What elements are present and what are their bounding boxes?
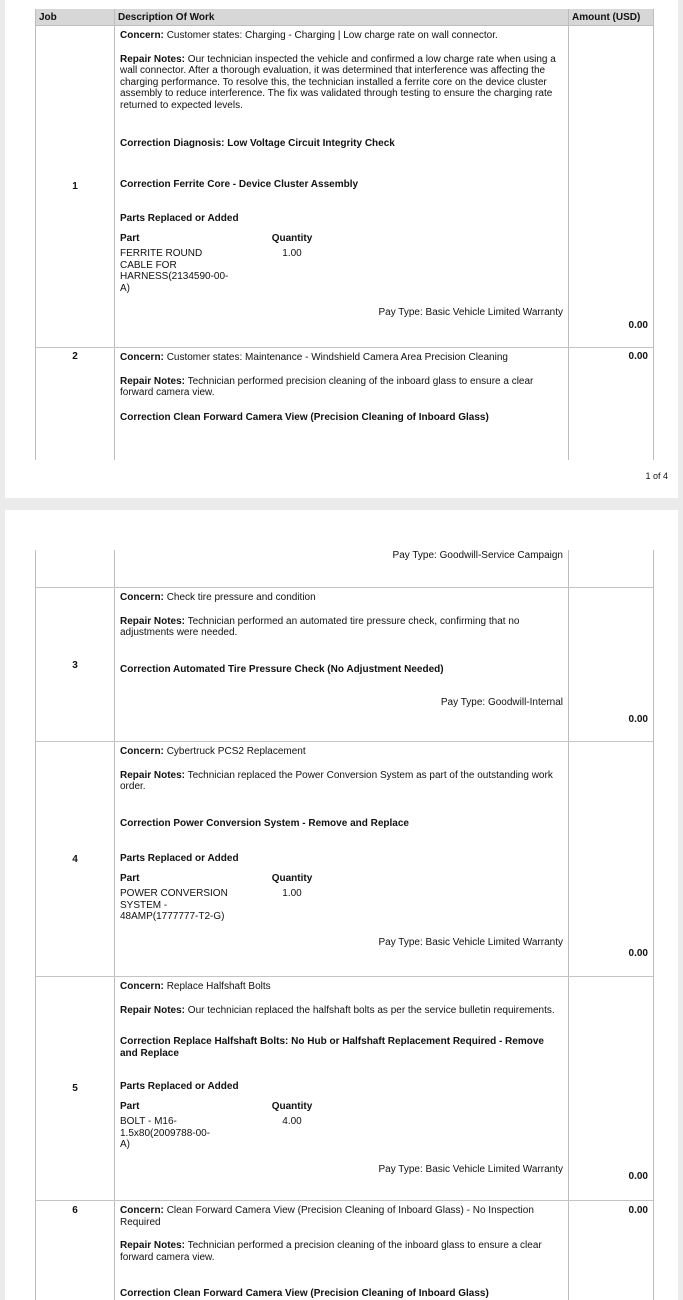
header-description: Description Of Work bbox=[115, 9, 569, 25]
work-table-continued bbox=[35, 550, 654, 1300]
job-number: 3 bbox=[72, 660, 78, 671]
correction-heading: Correction Clean Forward Camera View (Precision Cleaning of Inboard Glass) bbox=[120, 411, 489, 423]
amount: 0.00 bbox=[628, 351, 648, 362]
concern-text: Concern: Clean Forward Camera View (Precision Cleaning of Inboard Glass) - No Inspection Required bbox=[120, 1205, 534, 1228]
part-quantity: 1.00 bbox=[282, 888, 302, 899]
job-number: 1 bbox=[72, 181, 78, 192]
header-job: Job bbox=[36, 9, 115, 25]
concern-text: Concern: Customer states: Charging - Charging | Low charge rate on wall connector. bbox=[120, 30, 498, 41]
parts-table bbox=[120, 233, 563, 295]
repair-notes: Repair Notes: Technician performed precision cleaning of the inboard glass to ensure a clear forward camera view. bbox=[120, 375, 534, 398]
amount: 0.00 bbox=[628, 948, 648, 959]
job-number: 2 bbox=[72, 351, 78, 362]
part-name: FERRITE ROUND CABLE FOR HARNESS(2134590-00-A) bbox=[120, 248, 229, 294]
amount: 0.00 bbox=[628, 714, 648, 725]
pay-type: Pay Type: Goodwill-Internal bbox=[440, 697, 563, 708]
job-row-4 bbox=[36, 742, 653, 977]
header-amount: Amount (USD) bbox=[572, 12, 641, 23]
parts-heading: Parts Replaced or Added bbox=[120, 213, 239, 224]
part-quantity: 4.00 bbox=[282, 1116, 302, 1127]
job-row-3 bbox=[36, 588, 653, 742]
document-page-2 bbox=[5, 510, 678, 1300]
repair-notes: Repair Notes: Our technician inspected the vehicle and confirmed a low charge rate when using a wall connector. After a thorough evaluation, it was determined that interference was affecting the charging performance. To resolve this, the technician installed a ferrite core on the device cluster assembly to reduce interference. The fix was validated through testing to ensure the charging rate returned to expected levels. bbox=[120, 53, 556, 111]
quantity-header: Quantity bbox=[271, 872, 313, 884]
document-page-1 bbox=[5, 0, 678, 498]
correction-heading: Correction Power Conversion System - Remove and Replace bbox=[120, 817, 409, 829]
amount: 0.00 bbox=[628, 1205, 648, 1216]
part-name: BOLT - M16-1.5x80(2009788-00-A) bbox=[120, 1116, 211, 1150]
parts-heading: Parts Replaced or Added bbox=[120, 853, 239, 864]
part-header: Part bbox=[120, 872, 140, 884]
repair-notes: Repair Notes: Technician performed a precision cleaning of the inboard glass to ensure a clear forward camera view. bbox=[120, 1240, 542, 1263]
repair-notes: Repair Notes: Technician performed an automated tire pressure check, confirming that no adjustments were needed. bbox=[120, 615, 520, 638]
work-table bbox=[35, 9, 654, 460]
job-number: 4 bbox=[72, 854, 78, 865]
concern-text: Concern: Check tire pressure and condition bbox=[120, 592, 316, 603]
part-header: Part bbox=[120, 1100, 140, 1112]
part-quantity: 1.00 bbox=[282, 248, 302, 259]
page-number: 1 of 4 bbox=[645, 471, 668, 481]
parts-table bbox=[120, 873, 563, 923]
job-row-2 bbox=[36, 348, 653, 460]
amount: 0.00 bbox=[628, 1171, 648, 1182]
concern-text: Concern: Replace Halfshaft Bolts bbox=[120, 981, 271, 992]
pay-type: Pay Type: Basic Vehicle Limited Warranty bbox=[378, 936, 563, 948]
quantity-header: Quantity bbox=[271, 232, 313, 244]
amount: 0.00 bbox=[628, 320, 648, 331]
part-header: Part bbox=[120, 232, 140, 244]
correction-heading: Correction Replace Halfshaft Bolts: No Hub or Halfshaft Replacement Required - Remove and Replace bbox=[120, 1036, 544, 1059]
correction-heading: Correction Clean Forward Camera View (Precision Cleaning of Inboard Glass) bbox=[120, 1288, 489, 1299]
pay-type: Pay Type: Basic Vehicle Limited Warranty bbox=[378, 1163, 563, 1175]
job-row-1 bbox=[36, 26, 653, 348]
parts-heading: Parts Replaced or Added bbox=[120, 1081, 239, 1092]
job-number: 6 bbox=[72, 1205, 78, 1216]
concern-text: Concern: Cybertruck PCS2 Replacement bbox=[120, 746, 306, 757]
repair-notes: Repair Notes: Our technician replaced the halfshaft bolts as per the service bulletin requirements. bbox=[120, 1004, 555, 1016]
repair-notes: Repair Notes: Technician replaced the Power Conversion System as part of the outstanding work order. bbox=[120, 769, 553, 792]
job-row-2-continued bbox=[36, 550, 653, 588]
job-row-5 bbox=[36, 977, 653, 1201]
parts-table bbox=[120, 1101, 563, 1151]
table-header bbox=[36, 9, 653, 26]
job-row-6 bbox=[36, 1201, 653, 1300]
quantity-header: Quantity bbox=[271, 1100, 313, 1112]
pay-type: Pay Type: Basic Vehicle Limited Warranty bbox=[378, 307, 563, 318]
pay-type: Pay Type: Goodwill-Service Campaign bbox=[392, 550, 563, 561]
part-name: POWER CONVERSION SYSTEM - 48AMP(1777777-T2-G) bbox=[120, 888, 228, 922]
correction-heading: Correction Diagnosis: Low Voltage Circuit Integrity Check bbox=[120, 138, 395, 149]
job-number: 5 bbox=[72, 1083, 78, 1094]
correction-heading: Correction Automated Tire Pressure Check (No Adjustment Needed) bbox=[120, 663, 444, 675]
correction-heading: Correction Ferrite Core - Device Cluster Assembly bbox=[120, 178, 359, 190]
concern-text: Concern: Customer states: Maintenance - Windshield Camera Area Precision Cleaning bbox=[120, 352, 508, 363]
